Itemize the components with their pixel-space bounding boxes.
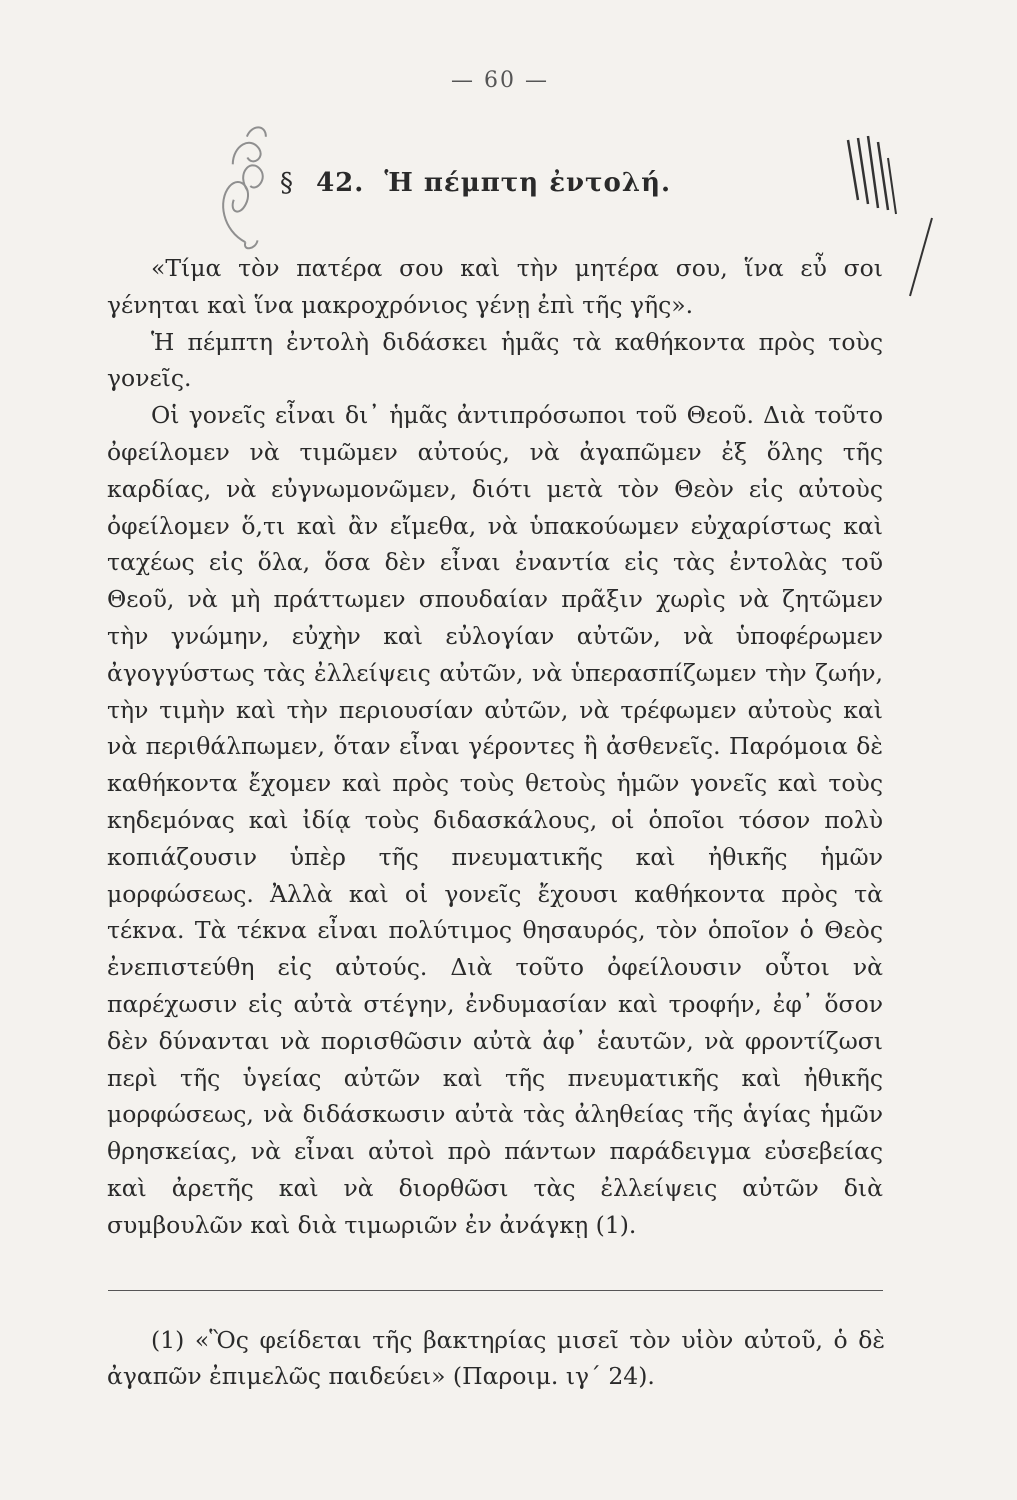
section-number: 42. [316,168,365,198]
body-text [107,250,883,1244]
paragraph-intro: Ἡ πέμπτη ἐντολὴ διδάσκει ἡμᾶς τὰ καθήκοντα πρὸς τοὺς γονεῖς. [107,327,883,393]
section-heading [280,168,671,198]
footnote [107,1322,885,1394]
page-number: — 60 — [451,68,549,93]
footnote-divider [108,1290,883,1291]
section-symbol: § [280,168,294,198]
paragraph-main: Οἱ γονεῖς εἶναι δι᾽ ἡμᾶς ἀντιπρόσωποι τοῦ Θεοῦ. Διὰ τοῦτο ὀφείλομεν νὰ τιμῶμεν αὐτούς, νὰ ἀγαπῶμεν ἐξ ὅλης τῆς καρδίας, νὰ εὐγνωμονῶμεν, διότι μετὰ τὸν Θεὸν εἰς αὐτοὺς ὀφείλομεν ὅ,τι καὶ ἂν εἴμεθα, νὰ ὑπακούωμεν εὐχαρίστως καὶ ταχέως εἰς ὅλα, ὅσα δὲν εἶναι ἐναντία εἰς τὰς ἐντολὰς τοῦ Θεοῦ, νὰ μὴ πράττωμεν σπουδαίαν πρᾶξιν χωρὶς νὰ ζητῶμεν τὴν γνώμην, εὐχὴν καὶ εὐλογίαν αὐτῶν, νὰ ὑποφέρωμεν ἀγογγύστως τὰς ἐλλείψεις αὐτῶν, νὰ ὑπερασπίζωμεν τὴν ζωήν, τὴν τιμὴν καὶ τὴν περιουσίαν αὐτῶν, νὰ τρέφωμεν αὐτοὺς καὶ νὰ περιθάλπωμεν, ὅταν εἶναι γέροντες ἢ ἀσθενεῖς. Παρόμοια δὲ καθήκοντα ἔχομεν καὶ πρὸς τοὺς θετοὺς ἡμῶν γονεῖς καὶ τοὺς κηδεμόνας καὶ ἰδίᾳ τοὺς διδασκάλους, οἱ ὁποῖοι τόσον πολὺ κοπιάζουσιν ὑπὲρ τῆς πνευματικῆς καὶ ἠθικῆς ἡμῶν μορφώσεως. Ἀλλὰ καὶ οἱ γονεῖς ἔχουσι καθήκοντα πρὸς τὰ τέκνα. Τὰ τέκνα εἶναι πολύτιμος θησαυρός, τὸν ὁποῖον ὁ Θεὸς ἐνεπιστεύθη εἰς αὐτούς. Διὰ τοῦτο ὀφείλουσιν οὗτοι νὰ παρέχωσιν εἰς αὐτὰ στέγην, ἐνδυμασίαν καὶ τροφήν, ἐφ᾽ ὅσον δὲν δύνανται νὰ πορισθῶσιν αὐτὰ ἀφ᾽ ἑαυτῶν, νὰ φροντίζωσι περὶ τῆς ὑγείας αὐτῶν καὶ τῆς πνευματικῆς καὶ ἠθικῆς μορφώσεως, νὰ διδάσκωσιν αὐτὰ τὰς ἀληθείας τῆς ἁγίας ἡμῶν θρησκείας, νὰ εἶναι αὐτοὶ πρὸ πάντων παράδειγμα εὐσεβείας καὶ ἀρετῆς καὶ νὰ διορθῶσι τὰς ἐλλείψεις αὐτῶν διὰ συμβουλῶν καὶ διὰ τιμωριῶν ἐν ἀνάγκῃ (1). [107,401,883,1239]
footnote-text: (1) «Ὃς φείδεται τῆς βακτηρίας μισεῖ τὸν υἱὸν αὐτοῦ, ὁ δὲ ἀγαπῶν ἐπιμελῶς παιδεύει» (Παροιμ. ιγ´ 24). [107,1326,885,1390]
paragraph-quote: «Τίμα τὸν πατέρα σου καὶ τὴν μητέρα σου, ἵνα εὖ σοι γένηται καὶ ἵνα μακροχρόνιος γένῃ ἐπὶ τῆς γῆς». [107,254,883,319]
section-title: Ἡ πέμπτη ἐντολή. [384,168,672,198]
